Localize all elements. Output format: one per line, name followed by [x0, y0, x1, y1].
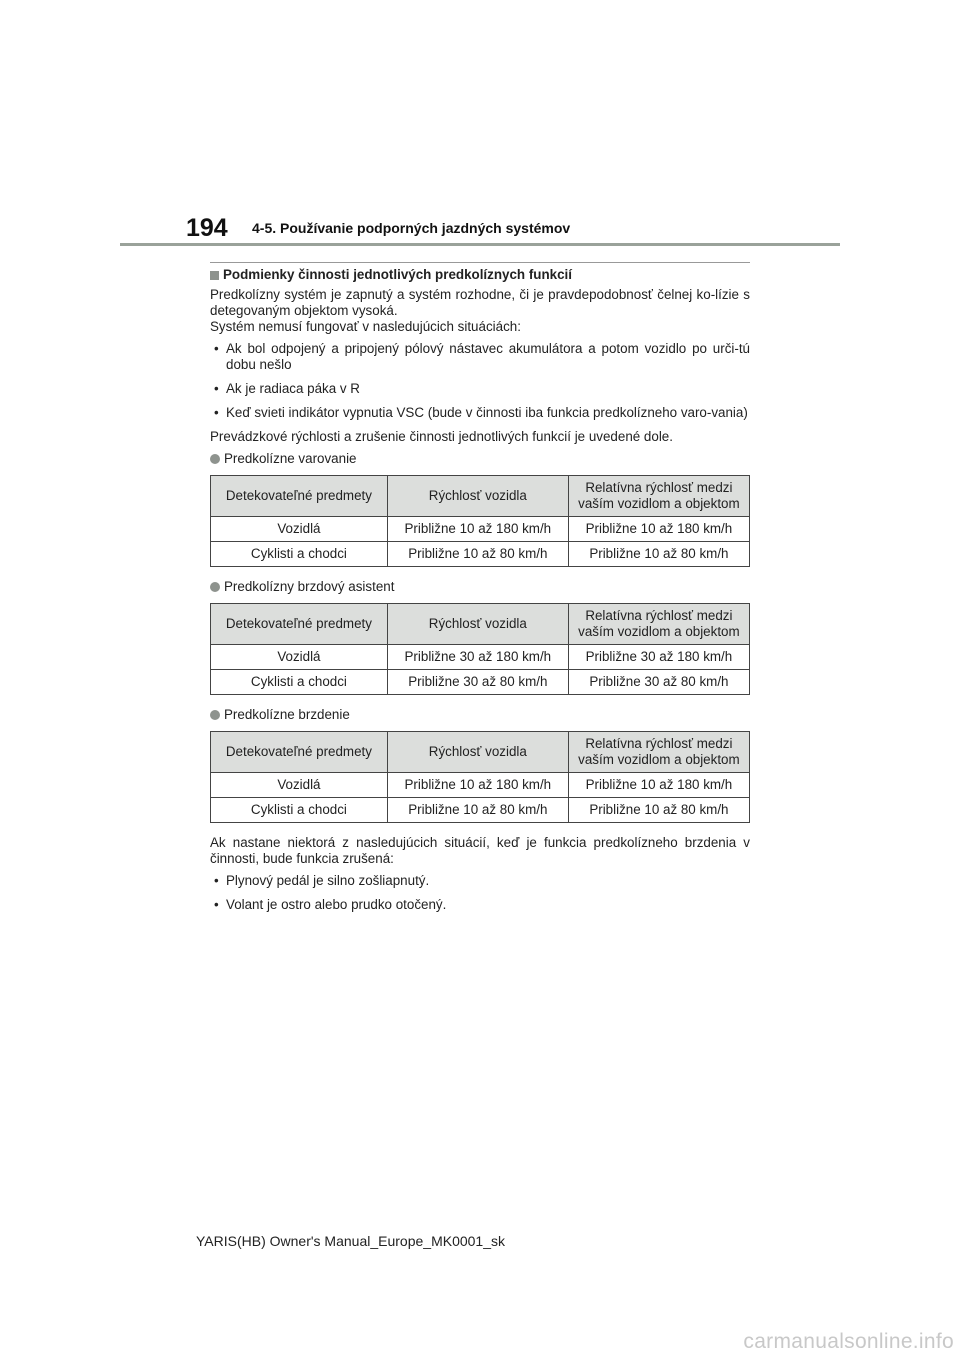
bullet-dot-icon: • [214, 381, 219, 396]
list-item [210, 897, 750, 913]
list-item [210, 873, 750, 889]
table-header-row [211, 604, 750, 645]
square-bullet-icon [210, 271, 219, 280]
cancellation-list [210, 873, 750, 913]
list-item-text: Ak bol odpojený a pripojený pólový nástavec akumulátora a potom vozidlo po urči-tú dobu nešlo [226, 341, 750, 372]
list-item [210, 405, 750, 421]
bullet-dot-icon: • [214, 897, 219, 912]
table-cell: Približne 30 až 180 km/h [387, 645, 568, 670]
table-cell: Približne 10 až 180 km/h [387, 517, 568, 542]
list-item-text: Ak je radiaca páka v R [226, 381, 360, 396]
table-cell: Približne 30 až 180 km/h [568, 645, 749, 670]
table-title [210, 707, 750, 723]
table-title [210, 579, 750, 595]
table-row [211, 645, 750, 670]
table-cell: Približne 10 až 80 km/h [387, 798, 568, 823]
table-cell: Cyklisti a chodci [211, 542, 388, 567]
table-title-text: Predkolízny brzdový asistent [224, 579, 395, 594]
table-cell: Vozidlá [211, 517, 388, 542]
header-cell: Detekovateľné predmety [211, 604, 388, 645]
cancellation-intro: Ak nastane niektorá z nasledujúcich situácií, keď je funkcia predkolízneho brzdenia v činnosti, bude funkcia zrušená: [210, 835, 750, 866]
list-item [210, 381, 750, 397]
header-cell: Relatívna rýchlosť medzi vaším vozidlom a objektom [568, 732, 749, 773]
intro-paragraph: Predkolízny systém je zapnutý a systém rozhodne, či je pravdepodobnosť čelnej ko-lízie s detegovaným objektom vysoká. [210, 287, 750, 318]
table-cell: Približne 10 až 80 km/h [568, 542, 749, 567]
section-heading-text: Podmienky činnosti jednotlivých predkolíznych funkcií [223, 267, 572, 282]
footer-manual-id: YARIS(HB) Owner's Manual_Europe_MK0001_sk [196, 1233, 505, 1249]
table-header-row [211, 732, 750, 773]
table-title-text: Predkolízne brzdenie [224, 707, 350, 722]
table-cell: Cyklisti a chodci [211, 670, 388, 695]
intro-paragraph: Systém nemusí fungovať v nasledujúcich situáciách: [210, 319, 521, 334]
table-row [211, 542, 750, 567]
circle-bullet-icon [210, 454, 220, 464]
list-item-text: Plynový pedál je silno zošliapnutý. [226, 873, 430, 888]
conditions-list [210, 341, 750, 421]
speed-table-braking [210, 731, 750, 823]
chapter-title: 4-5. Používanie podporných jazdných systémov [252, 220, 571, 236]
list-item-text: Volant je ostro alebo prudko otočený. [226, 897, 447, 912]
bullet-dot-icon: • [214, 405, 219, 420]
speeds-intro: Prevádzkové rýchlosti a zrušenie činnosti jednotlivých funkcií je uvedené dole. [210, 429, 673, 444]
header-cell: Detekovateľné predmety [211, 732, 388, 773]
table-cell: Cyklisti a chodci [211, 798, 388, 823]
table-cell: Približne 10 až 180 km/h [568, 773, 749, 798]
speed-table-brake-assist [210, 603, 750, 695]
table-cell: Približne 10 až 80 km/h [387, 542, 568, 567]
bullet-dot-icon: • [214, 873, 219, 888]
table-cell: Približne 10 až 180 km/h [387, 773, 568, 798]
header-cell: Rýchlosť vozidla [387, 604, 568, 645]
table-row [211, 798, 750, 823]
table-row [211, 517, 750, 542]
table-row [211, 670, 750, 695]
table-cell: Vozidlá [211, 773, 388, 798]
table-row [211, 773, 750, 798]
header-cell: Rýchlosť vozidla [387, 476, 568, 517]
table-cell: Približne 10 až 180 km/h [568, 517, 749, 542]
table-cell: Približne 10 až 80 km/h [568, 798, 749, 823]
watermark: carmanualsonline.info [743, 1330, 954, 1353]
header-divider [120, 243, 840, 246]
circle-bullet-icon [210, 582, 220, 592]
speed-table-warning [210, 475, 750, 567]
table-header-row [211, 476, 750, 517]
circle-bullet-icon [210, 710, 220, 720]
list-item-text: Keď svieti indikátor vypnutia VSC (bude v činnosti iba funkcia predkolízneho varo-vania) [226, 405, 748, 420]
table-cell: Približne 30 až 80 km/h [568, 670, 749, 695]
bullet-dot-icon: • [214, 341, 219, 356]
table-cell: Vozidlá [211, 645, 388, 670]
page-number: 194 [186, 214, 228, 242]
header-cell: Rýchlosť vozidla [387, 732, 568, 773]
header-cell: Relatívna rýchlosť medzi vaším vozidlom a objektom [568, 604, 749, 645]
header-cell: Relatívna rýchlosť medzi vaším vozidlom a objektom [568, 476, 749, 517]
table-title [210, 451, 750, 467]
page-content [210, 262, 750, 921]
table-cell: Približne 30 až 80 km/h [387, 670, 568, 695]
list-item [210, 341, 750, 373]
section-divider [210, 262, 750, 263]
header-cell: Detekovateľné predmety [211, 476, 388, 517]
table-title-text: Predkolízne varovanie [224, 451, 357, 466]
section-heading [210, 267, 750, 283]
